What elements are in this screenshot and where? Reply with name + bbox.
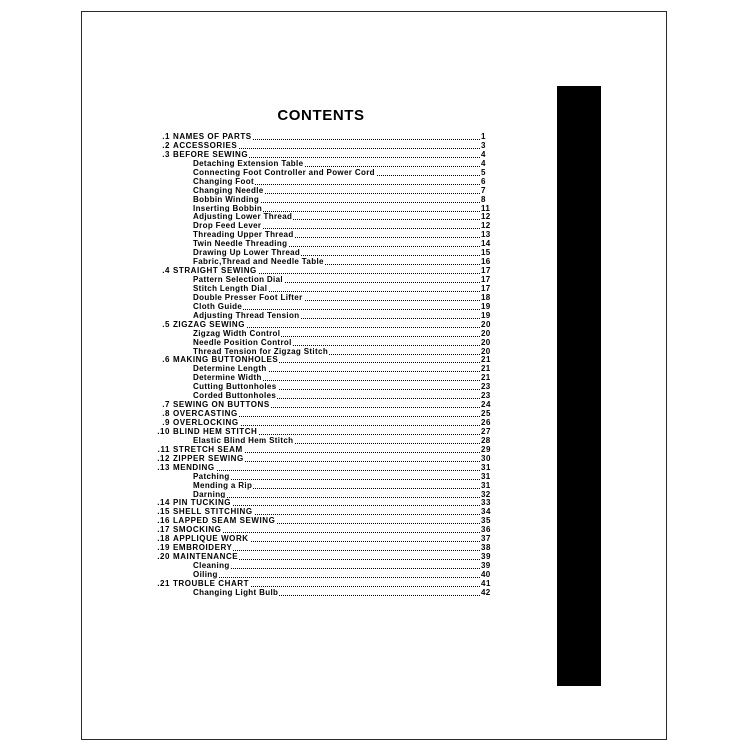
toc-page-number: 7	[481, 186, 495, 195]
toc-page-number: 32	[481, 490, 495, 499]
toc-entry-label: PIN TUCKING	[173, 498, 232, 508]
toc-section-number: 15.	[157, 507, 170, 517]
toc-section-number: 20.	[157, 552, 170, 562]
toc-page-number: 25	[481, 409, 495, 418]
toc-section-number: 5.	[162, 319, 170, 329]
toc-page-number: 18	[481, 293, 495, 302]
toc-page-number: 16	[481, 257, 495, 266]
toc-page-number: 39	[481, 561, 495, 570]
page-title: CONTENTS	[277, 107, 365, 124]
toc-page-number: 41	[481, 579, 495, 588]
toc-entry-label: Detaching Extension Table	[193, 158, 304, 168]
toc-entry-label: MAINTENANCE	[173, 552, 239, 562]
toc-section-number: 13.	[157, 462, 170, 472]
toc-page-number: 37	[481, 534, 495, 543]
toc-entry-label: ZIGZAG SEWING	[173, 319, 246, 329]
toc-entry-label: LAPPED SEAM SEWING	[173, 516, 276, 526]
toc-section-number: 12.	[157, 453, 170, 463]
toc-section-number: 16.	[157, 516, 170, 526]
toc-section-number: 7.	[162, 400, 170, 410]
toc-entry-label: Changing Light Bulb	[193, 587, 279, 597]
toc-entry-label: BLIND HEM STITCH	[173, 426, 258, 436]
toc-page-number: 11	[481, 204, 495, 213]
toc-entry-label: STRETCH SEAM	[173, 444, 243, 454]
toc-page-number: 33	[481, 498, 495, 507]
toc-entry-label: ACCESSORIES	[173, 140, 238, 150]
toc-page-number: 31	[481, 463, 495, 472]
toc-entry-label: Cutting Buttonholes	[193, 382, 277, 392]
toc-section-number: 2.	[162, 140, 170, 150]
toc-page-number: 38	[481, 543, 495, 552]
toc-page-number: 20	[481, 338, 495, 347]
toc-entry-label: Cloth Guide	[193, 301, 243, 311]
toc-entry-label: Elastic Blind Hem Stitch	[193, 435, 294, 445]
toc-section-number: 4.	[162, 266, 170, 276]
toc-entry-label: Thread Tension for Zigzag Stitch	[193, 346, 329, 356]
toc-entry-label: TROUBLE CHART	[173, 578, 250, 588]
toc-entry-label: Darning	[193, 489, 226, 499]
toc-subsection-row	[160, 588, 495, 597]
toc-entry-label: Bobbin Winding	[193, 194, 260, 204]
toc-page-number: 21	[481, 364, 495, 373]
toc-page-number: 30	[481, 454, 495, 463]
toc-page-number: 4	[481, 159, 495, 168]
toc-page-number: 6	[481, 177, 495, 186]
toc-page-number: 27	[481, 427, 495, 436]
toc-page-number: 31	[481, 472, 495, 481]
toc-entry-label: Cleaning	[193, 561, 230, 570]
toc-page-number: 17	[481, 284, 495, 293]
toc-section-number: 19.	[157, 543, 170, 553]
toc-page-number: 34	[481, 507, 495, 516]
toc-page-number: 20	[481, 320, 495, 329]
toc-entry-label: Fabric,Thread and Needle Table	[193, 257, 324, 267]
toc-entry-label: Adjusting Lower Thread	[193, 212, 293, 222]
toc-entry-label: Twin Needle Threading	[193, 239, 288, 249]
toc-page-number: 42	[481, 588, 495, 597]
toc-page-number: 17	[481, 266, 495, 275]
toc-entry-label: Drawing Up Lower Thread	[193, 248, 301, 258]
toc-section-number: 17.	[157, 525, 170, 535]
toc-entry-label: APPLIQUE WORK	[173, 534, 249, 544]
toc-page-number: 23	[481, 382, 495, 391]
toc-entry-label: Double Presser Foot Lifter	[193, 292, 303, 302]
toc-entry-label: Adjusting Thread Tension	[193, 310, 300, 320]
toc-entry-label: Stitch Length Dial	[193, 283, 268, 293]
toc-page-number: 12	[481, 221, 495, 230]
toc-entry-label: Connecting Foot Controller and Power Cord	[193, 167, 375, 177]
toc-entry-label: SHELL STITCHING	[173, 507, 253, 517]
toc-entry-label: Determine Width	[193, 373, 262, 383]
toc-page-number: 40	[481, 570, 495, 579]
toc-entry-label: EMBROIDERY	[173, 543, 233, 553]
toc-page-number: 4	[481, 150, 495, 159]
toc-page-number: 39	[481, 552, 495, 561]
toc-page-number: 19	[481, 302, 495, 311]
toc-entry-label: Changing Needle	[193, 185, 264, 195]
toc-entry-label: Changing Foot	[193, 176, 254, 186]
toc-entry-label: Patching	[193, 471, 230, 481]
toc-entry-label: Determine Length	[193, 364, 267, 374]
toc-page-number: 19	[481, 311, 495, 320]
toc-entry-label: OVERCASTING	[173, 409, 238, 419]
toc-entry-label: Needle Position Control	[193, 337, 292, 347]
toc-page-number: 12	[481, 212, 495, 221]
toc-entry-label: MENDING	[173, 462, 215, 472]
black-edge-tab	[557, 86, 601, 686]
toc-entry-label: SEWING ON BUTTONS	[173, 400, 270, 410]
toc-section-number: 3.	[162, 149, 170, 159]
toc-section-number: 10.	[157, 426, 170, 436]
toc-page-number: 28	[481, 436, 495, 445]
toc-entry-label: Threading Upper Thread	[193, 230, 294, 240]
toc-entry-label: Oiling	[193, 569, 218, 579]
toc-entry-label: SMOCKING	[173, 525, 222, 535]
toc-page-number: 31	[481, 481, 495, 490]
toc-page-number: 17	[481, 275, 495, 284]
toc-section-number: 21.	[157, 578, 170, 588]
toc-page-number: 26	[481, 418, 495, 427]
toc-entry-label: STRAIGHT SEWING	[173, 266, 257, 276]
toc-entry-label: Pattern Selection Dial	[193, 275, 283, 284]
toc-page-number: 36	[481, 525, 495, 534]
toc-entry-label: MAKING BUTTONHOLES	[173, 355, 279, 365]
toc-page-number: 14	[481, 239, 495, 248]
toc-page-number: 15	[481, 248, 495, 257]
toc-section-number: 1.	[162, 132, 170, 141]
toc-section-number: 18.	[157, 534, 170, 544]
toc-page-number: 5	[481, 168, 495, 177]
toc-entry-label: OVERLOCKING	[173, 418, 239, 427]
toc-entry-label: Drop Feed Lever	[193, 221, 262, 231]
toc-section-number: 14.	[157, 498, 170, 508]
toc-page-number: 1	[481, 132, 495, 141]
toc-section-number: 8.	[162, 409, 170, 419]
toc-page-number: 20	[481, 329, 495, 338]
toc-page-number: 24	[481, 400, 495, 409]
toc-page-number: 20	[481, 347, 495, 356]
toc-entry-label: Mending a Rip	[193, 480, 253, 490]
toc-entry-label: Inserting Bobbin	[193, 203, 263, 213]
toc-page-number: 21	[481, 355, 495, 364]
toc-section-number: 9.	[162, 418, 170, 427]
toc-entry-label: NAMES OF PARTS	[173, 132, 252, 141]
toc-section-number: 11.	[157, 444, 170, 454]
toc-entry-label: Zigzag Width Control	[193, 328, 281, 338]
toc-entry-label: ZIPPER SEWING	[173, 453, 244, 463]
toc-page-number: 21	[481, 373, 495, 382]
toc-section-number: 6.	[162, 355, 170, 365]
toc-entry-label: BEFORE SEWING	[173, 149, 249, 159]
toc-page-number: 29	[481, 445, 495, 454]
toc-entry-label: Corded Buttonholes	[193, 391, 277, 401]
toc-page-number: 35	[481, 516, 495, 525]
toc-page-number: 23	[481, 391, 495, 400]
table-of-contents	[157, 132, 495, 597]
toc-page-number: 8	[481, 195, 495, 204]
toc-page-number: 3	[481, 141, 495, 150]
toc-page-number: 13	[481, 230, 495, 239]
